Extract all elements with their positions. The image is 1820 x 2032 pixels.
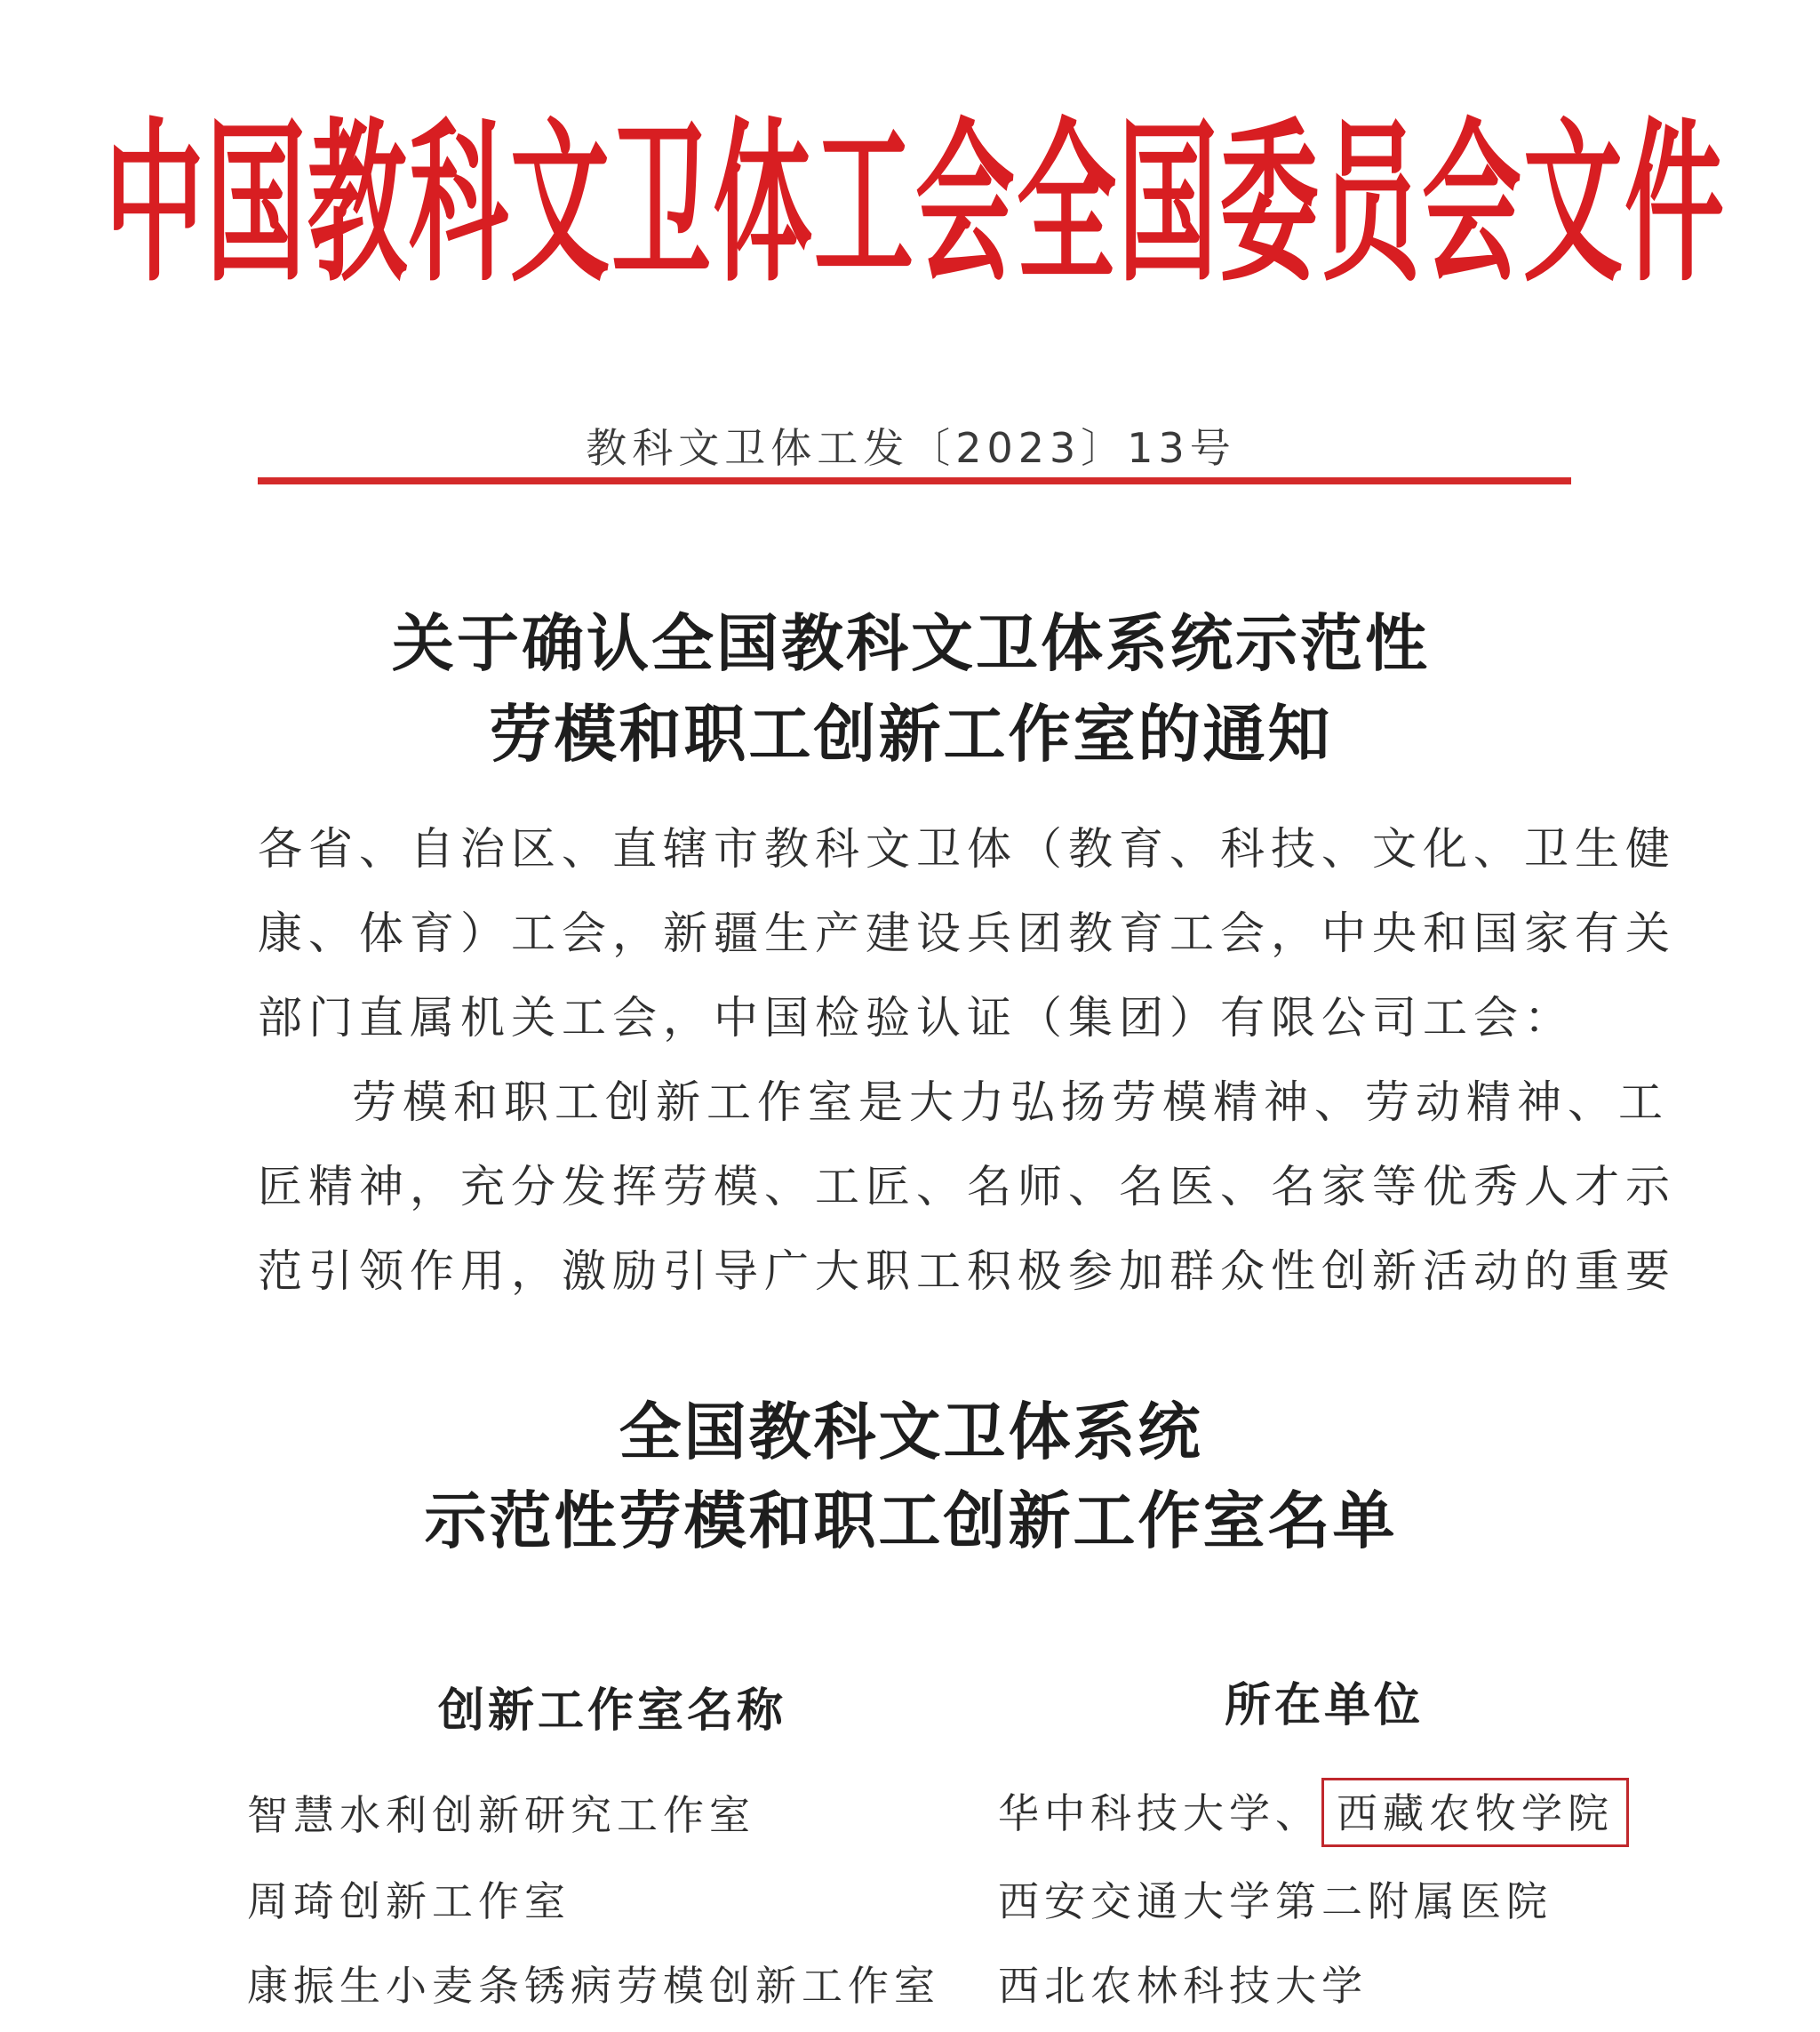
highlighted-unit: 西藏农牧学院 [1321, 1778, 1629, 1847]
document-number: 教科文卫体工发〔2023〕13号 [586, 424, 1236, 472]
column-header-unit: 所在单位 [1225, 1679, 1425, 1732]
body-line-3: 部门直属机关工会，中国检验认证（集团）有限公司工会： [258, 992, 1575, 1044]
unit-prefix: 华中科技大学、 [998, 1789, 1321, 1837]
table-row-1-name: 智慧水利创新研究工作室 [247, 1791, 755, 1839]
table-row-3-unit: 西北农林科技大学 [998, 1962, 1368, 2010]
list-title-line-1: 全国教科文卫体系统 [619, 1395, 1203, 1468]
table-row-1-unit [998, 1781, 1629, 1840]
body-line-5: 匠精神，充分发挥劳模、工匠、名师、名医、名家等优秀人才示 [258, 1161, 1676, 1212]
document-masthead: 中国教科文卫体工会全国委员会文件 [105, 101, 1726, 306]
notice-title-line-2: 劳模和职工创新工作室的通知 [489, 697, 1333, 771]
body-line-1: 各省、自治区、直辖市教科文卫体（教育、科技、文化、卫生健 [258, 823, 1676, 875]
list-title-line-2: 示范性劳模和职工创新工作室名单 [424, 1484, 1398, 1557]
red-divider-line [258, 477, 1571, 484]
body-line-2: 康、体育）工会，新疆生产建设兵团教育工会，中央和国家有关 [258, 908, 1676, 959]
table-row-2-unit: 西安交通大学第二附属医院 [998, 1877, 1553, 1925]
body-line-6: 范引领作用，激励引导广大职工积极参加群众性创新活动的重要 [258, 1245, 1676, 1297]
notice-title-line-1: 关于确认全国教科文卫体系统示范性 [392, 606, 1430, 680]
table-row-3-name: 康振生小麦条锈病劳模创新工作室 [247, 1962, 940, 2010]
column-header-name: 创新工作室名称 [438, 1684, 787, 1738]
body-line-4: 劳模和职工创新工作室是大力弘扬劳模精神、劳动精神、工 [352, 1076, 1669, 1128]
table-row-2-name: 周琦创新工作室 [247, 1877, 571, 1925]
